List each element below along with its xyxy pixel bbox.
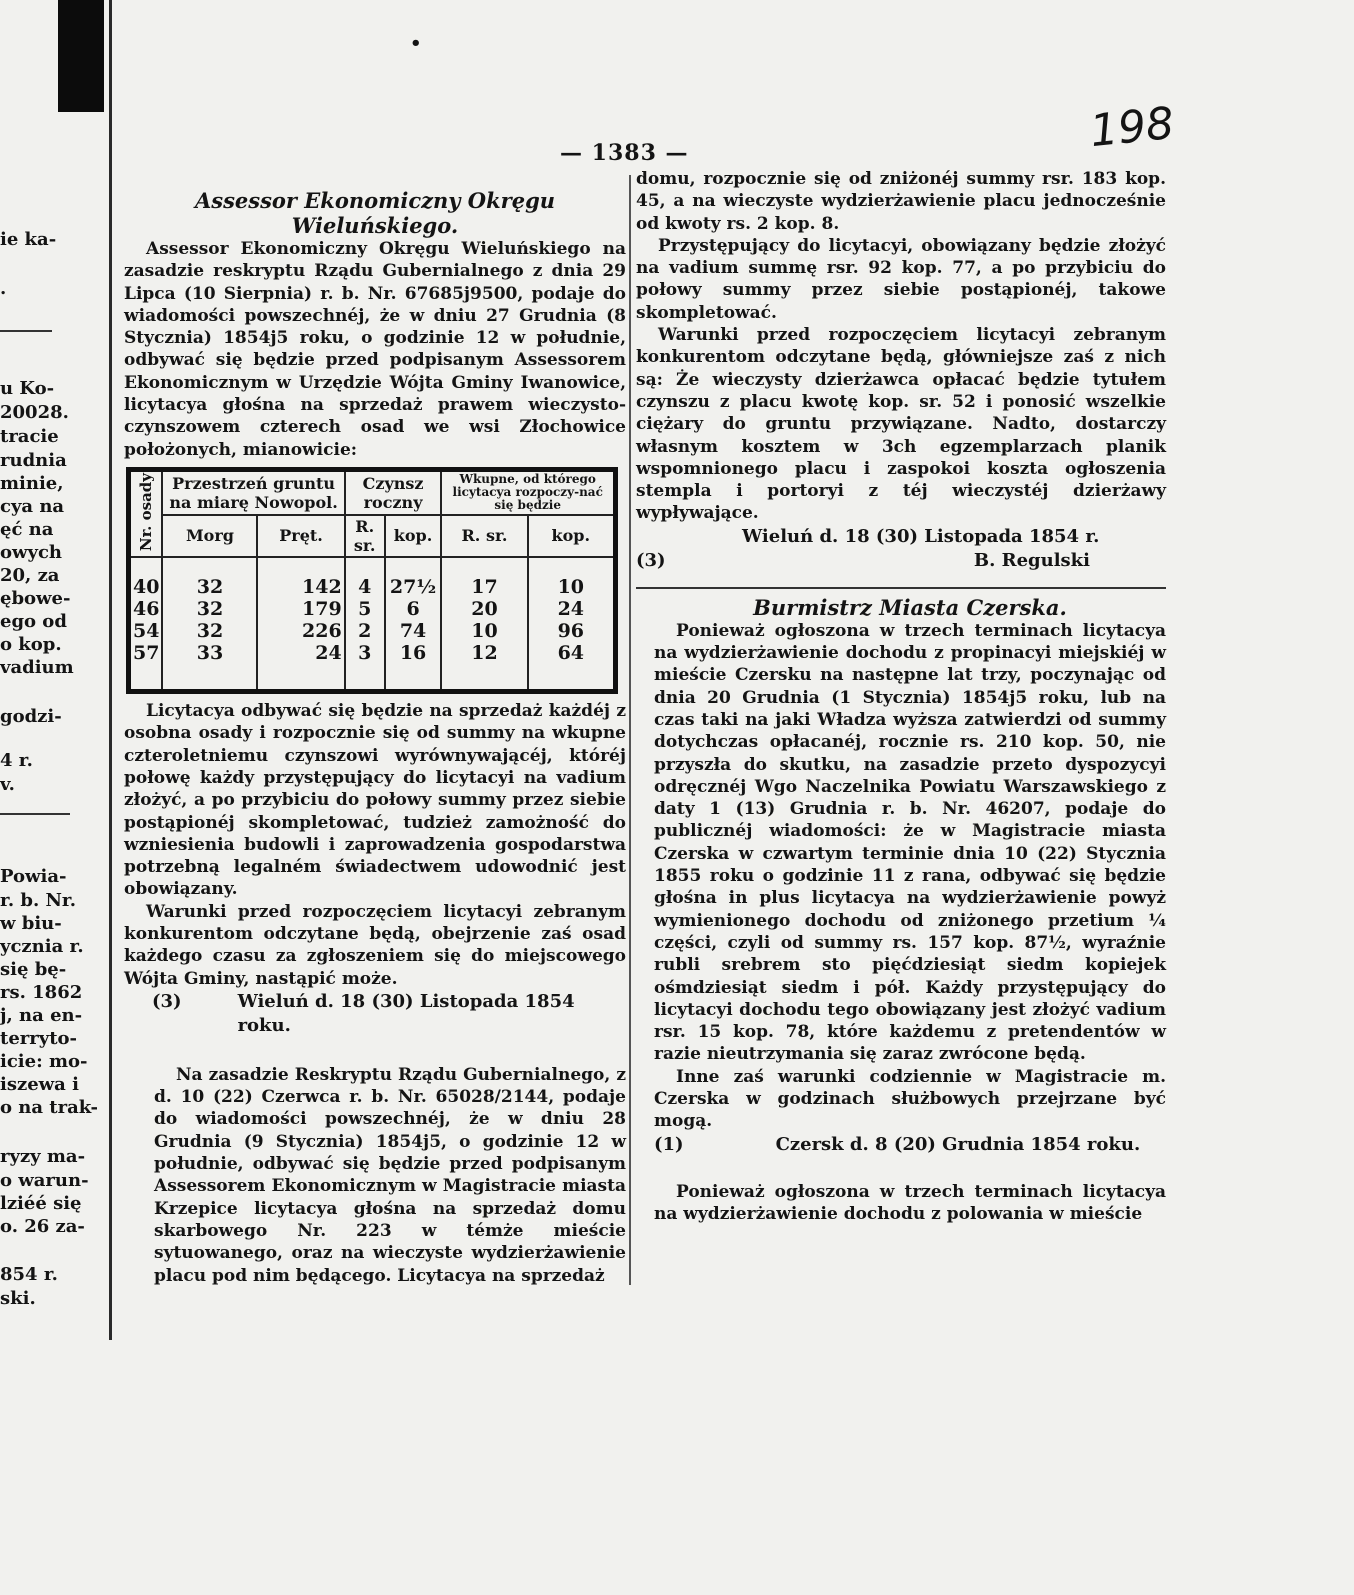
fragment-line: ego od (0, 611, 67, 632)
fragment-line: 20, za (0, 565, 60, 586)
kop-cells: 27½ 6 74 16 (385, 557, 442, 692)
fragment-line: terryto- (0, 1028, 77, 1049)
previous-page-fragment (0, 0, 98, 1595)
ink-smudge: • (410, 33, 422, 54)
notice-paragraph: Inne zaś warunki codziennie w Magistracie m. Czerska w godzinach służbowych przejrzane być mogą. (654, 1066, 1166, 1132)
wkupne-rsr-cells: 17 20 10 12 (441, 557, 527, 692)
fragment-line: u Ko- (0, 378, 55, 399)
notice-title: Burmistrz Miasta Czerska. (753, 594, 1067, 620)
notice-paragraph: domu, rozpocznie się od zniżonéj summy rsr. 183 kop. 45, a na wieczyste wydzierżawienie placu jednocześnie od kwoty rs. 2 kop. 8. (636, 169, 1166, 234)
pret-cells: 142 179 226 24 (257, 557, 344, 692)
place-date: Wieluń d. 18 (30) Listopada 1854 roku. (237, 990, 575, 1036)
notice-title: Assessor Ekonomiczny Okręgu Wieluńskiego. (194, 188, 556, 238)
fragment-line: owych (0, 542, 63, 563)
page-number: — 1383 — (560, 140, 689, 166)
fragment-line: v. (0, 774, 15, 795)
fragment-line: minie, (0, 473, 64, 494)
right-column (636, 168, 1166, 1225)
header-wkupne-rsr: R. sr. (441, 515, 527, 558)
fragment-line: . (0, 278, 7, 299)
fragment-line: tracie (0, 426, 59, 447)
fragment-line: 854 r. (0, 1264, 58, 1285)
notice-paragraph: Na zasadzie Reskryptu Rządu Gubernialnego, z d. 10 (22) Czerwca r. b. Nr. 65028/2144, podaje do wiadomości powszechnéj, że w dniu 28 Grudnia (9 Stycznia) 1854j5, o godzinie 12 w południe, odbywać się będzie przed podpisanym Assessorem Ekonomicznym w Magistracie miasta Krzepice licytacya głośna na sprzedaż domu skarbowego Nr. 223 w témże mieście sytuowanego, oraz na wieczyste wydzierżawienie placu pod nim będącego. Licytacya na sprzedaż (154, 1064, 626, 1286)
signature-line (124, 990, 626, 1038)
fragment-line: ski. (0, 1288, 36, 1309)
left-column (124, 188, 626, 1287)
fragment-line: ęć na (0, 519, 54, 540)
fragment-line: iszewa i (0, 1074, 79, 1095)
table-row (129, 557, 616, 692)
fragment-line: o na trak- (0, 1097, 98, 1118)
fragment-line: r. b. Nr. (0, 890, 77, 911)
place-date: Czersk d. 8 (20) Grudnia 1854 roku. (775, 1133, 1141, 1155)
fragment-line: Powia- (0, 866, 67, 887)
fragment-line: w biu- (0, 913, 62, 934)
header-rsr: R. sr. (345, 515, 385, 558)
place-date: Wieluń d. 18 (30) Listopada 1854 r. (742, 525, 1100, 547)
handwritten-page-number: 198 (1087, 97, 1177, 158)
fragment-line: 20028. (0, 402, 69, 423)
notice-paragraph: Warunki przed rozpoczęciem licytacyi zebranym konkurentom odczytane będą, główniejsze zaś z nich są: Że wieczysty dzierżawca opłacać będzie tytułem czynszu z placu kwotę kop. sr. 52 i ponosić wszelkie ciężary do gruntu przywiązane. Nadto, dostarczy własnym kosztem w 3ch egzemplarzach planik wspomnionego placu i zaspokoi koszta ogłoszenia stempla i portoryi z téj wieczystéj dzierżawy wypływające. (636, 325, 1166, 524)
notice-paragraph: Ponieważ ogłoszona w trzech terminach licytacya na wydzierżawienie dochodu z polowania w mieście (654, 1181, 1166, 1224)
header-wkupne-kop: kop. (528, 515, 616, 558)
left-fragment-rule (0, 330, 52, 332)
fragment-line: ębowe- (0, 588, 71, 609)
fragment-line: o kop. (0, 634, 62, 655)
fragment-line: ycznia r. (0, 936, 84, 957)
notice-paragraph: Licytacya odbywać się będzie na sprzedaż każdéj z osobna osady i rozpocznie się od summy na wkupne czteroletniemu czynszowi wyrównywającéj, któréj połowę każdy przystępujący do licytacyi na vadium złożyć, a po przybiciu do połowy summy przez siebie postąpionéj skompletować, tudzież zamożność do wzniesienia budowli i zaprowadzenia gospodarstwa potrzebną legalném świadectwem udowodnić jest obowiązany. (124, 701, 626, 900)
signature-line (654, 1133, 1166, 1157)
notice-paragraph: Warunki przed rozpoczęciem licytacyi zebranym konkurentom odczytane będą, obejrzenie zaś osad każdego czasu za zgłoszeniem się do miejscowego Wójta Gminy, nastąpić może. (124, 901, 626, 989)
fragment-line: ryzy ma- (0, 1146, 86, 1167)
fragment-line: rudnia (0, 450, 67, 471)
header-pret: Pręt. (257, 515, 344, 558)
header-przestrzen: Przestrzeń gruntu na miarę Nowopol. (162, 469, 344, 514)
fragment-line: lziéé się (0, 1193, 82, 1214)
rsr-cells: 4 5 2 3 (345, 557, 385, 692)
fragment-line: cya na (0, 496, 65, 517)
left-fragment-rule (0, 813, 70, 815)
issue-mark: (1) (654, 1133, 684, 1155)
nr-cells: 40 46 54 57 (129, 557, 163, 692)
fragment-line: o. 26 za- (0, 1216, 85, 1237)
fragment-line: się bę- (0, 959, 67, 980)
wkupne-kop-cells: 10 24 96 64 (528, 557, 616, 692)
header-kop: kop. (385, 515, 442, 558)
issue-mark: (3) (636, 549, 666, 571)
fragment-line: rs. 1862 (0, 982, 83, 1003)
signatory-name: B. Regulski (973, 549, 1090, 571)
fragment-line: j, na en- (0, 1005, 83, 1026)
settlements-table (126, 467, 618, 694)
fragment-line: 4 r. (0, 750, 33, 771)
fragment-line: godzi- (0, 706, 62, 727)
notice-paragraph: Przystępujący do licytacyi, obowiązany będzie złożyć na vadium summę rsr. 92 kop. 77, a po przybiciu do połowy summy przez siebie postąpionéj, takowe skompletować. (636, 235, 1166, 323)
fragment-line: o warun- (0, 1170, 89, 1191)
header-nr-osady: Nr. osady (129, 469, 163, 557)
header-morg: Morg (162, 515, 257, 558)
column-divider (629, 175, 631, 1285)
fragment-line: vadium (0, 657, 74, 678)
fragment-line: ie ka- (0, 229, 57, 250)
notice-paragraph: Ponieważ ogłoszona w trzech terminach licytacya na wydzierżawienie dochodu z propinacyi miejskiéj w mieście Czersku na następne lat trzy, poczynając od dnia 20 Grudnia (1 Stycznia) 1854j5 roku, lub na czas taki na jaki Władza wyższa zatwierdzi od summy dotychczas opłacanéj, rocznie rs. 210 kop. 50, nie przyszła do skutku, na zasadzie przeto dyspozycyi odręcznéj Wgo Naczelnika Powiatu Warszawskiego z daty 1 (13) Grudnia r. b. Nr. 46207, podaje do publicznéj wiadomości: że w Magistracie miasta Czerska w czwartym terminie dnia 10 (22) Stycznia 1855 roku o godzinie 11 z rana, odbywać się będzie głośna in plus licytacya na wydzierżawienie powyż wymienionego dochodu od zniżonego przetium ¼ części, czyli od summy rs. 157 kop. 87½, wyraźnie rubli srebrem sto pięćdziesiąt siedm kopiejek ośmdziesiąt siedm i pół. Każdy przystępujący do licytacyi dochodu tego obowiązany jest złożyć vadium rsr. 15 kop. 78, które każdemu z pretendentów w razie nieutrzymania się zaraz zwrócone będą. (654, 620, 1166, 1065)
issue-mark: (3) (152, 990, 182, 1012)
notice-paragraph: Assessor Ekonomiczny Okręgu Wieluńskiego na zasadzie reskryptu Rządu Gubernialnego z dnia 29 Lipca (10 Sierpnia) r. b. Nr. 67685j9500, podaje do wiadomości powszechnéj, że w dniu 27 Grudnia (8 Stycznia) 1854j5 roku, o godzinie 12 w południe, odbywać się będzie przed podpisanym Assessorem Ekonomicznym w Urzędzie Wójta Gminy Iwanowice, licytacya głośna na sprzedaż prawem wieczysto-czynszowem czterech osad we wsi Złochowice położonych, mianowicie: (124, 239, 626, 460)
morg-cells: 32 32 32 33 (162, 557, 257, 692)
header-czynsz: Czynsz roczny (345, 469, 442, 514)
header-wkupne: Wkupne, od którego licytacya rozpoczy-nać się będzie (441, 469, 615, 514)
signature-line (636, 549, 1166, 573)
section-rule (636, 587, 1166, 589)
fragment-line: icie: mo- (0, 1051, 88, 1072)
binding-edge (109, 0, 112, 1340)
